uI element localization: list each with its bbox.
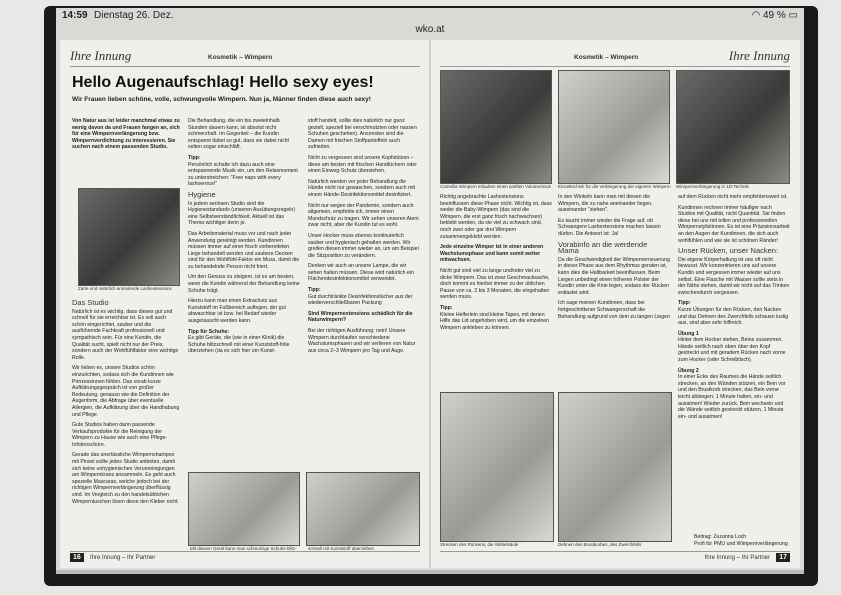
home-indicator[interactable] [56, 570, 804, 574]
brand-logo: Ihre Innung [728, 48, 790, 63]
intro-text: Von Natur aus ist leider manchmal etwas zu wenig davon da und Frauen fangen an, sich für eine Wimpernverlängerung bzw. Wimpernverdichtung zu interessieren. Sie suchen nach einem passenden Studio. [72, 118, 180, 151]
page-footer [440, 551, 790, 564]
body-text: Das Arbeitsmaterial muss vor und nach jeder Anwendung gereinigt werden. Kundinnen müssen immer auf einer frisch vorbereiteten Liege behandelt werden und saubere Decken sind für den Wohlfühl-Faktor ein Muss, damit die zu behandelnde Person nicht friert. [188, 230, 300, 270]
header-rule [440, 46, 790, 67]
body-text: Denken wir auch an unsere Lampe, die wir sehen halten müssen. Diese wird natürlich ein Flächendesinfektionsmittel verwendet. [308, 263, 414, 283]
exercise-label: Übung 1 [678, 330, 699, 337]
headline: Hello Augenaufschlag! Hello sexy eyes! [72, 74, 374, 91]
category-label: Kosmetik – Wimpern [574, 54, 639, 61]
tip-text: Es gibt Geräte, die (wie in einer Klinik) die Schuhe blitzschnell mit einer Kunststoff-folie überziehen (da es sich hier um Kunst- [188, 335, 290, 355]
page-footer [70, 551, 420, 564]
body-text: stoff handelt, sollte dies natürlich nur ganz gezielt, speziell bei verschmutzten oder nassen Schuhen geschehen). Ansonsten sind die Damen mit frischen Stoffpantoffeln auch zufrieden. [308, 118, 417, 151]
photo-shoe-covered [306, 472, 420, 546]
section-heading: Das Studio [72, 298, 109, 307]
status-date: Dienstag 26. Dez. [94, 10, 174, 21]
exercise-text: Hinter dem Hocker stehen, Beine zusammen, Hände seitlich nach oben über den Kopf gestreckt und mit geradem Rücken nach vorne zum Hocker (oder Schreibtisch). [678, 337, 786, 364]
tip-label: Tipp für Schuhe: [188, 328, 230, 335]
column-2 [558, 194, 670, 386]
body-text: Um den Genuss zu steigern, ist es am besten, wenn die Kundin während der Behandlung keine Schuhe trägt. [188, 274, 300, 294]
photo-caption: Mit diesem Gerät kann man schmutzige Schuhe blitz- [190, 546, 297, 551]
status-right [751, 10, 798, 21]
tip-label: Tipp: [440, 304, 453, 311]
body-text: auf dem Rücken nicht mehr empfehlenswert ist. [678, 194, 788, 200]
body-text: Nicht zu vergessen sind unsere Kopfstützen – diese am besten mit frischen Handtüchern oder einen Einweg-Schutz überziehen. [308, 154, 417, 175]
column-2 [188, 118, 300, 464]
column-3 [678, 194, 790, 534]
section-heading: Vorabinfo an die werdende Mama [558, 239, 648, 256]
photo-woman-eyes [440, 70, 552, 184]
brand-logo: Ihre Innung [70, 48, 132, 63]
exercise-text: In einer Ecke des Raumes die Hände seitlich strecken, an den Wänden stützen, ein Bein vor und den Brustkorb strecken, das Bein vorne leicht abbiegen; 1 Minute halten, ein- und ausatmen! Wieder zurück, Bein wechseln und die Wände seitlich gestreckt stützen, 1 Minute ein- und ausatmen! [678, 374, 786, 420]
body-text: Unser Hocker muss ebenso kontinuierlich sauber und hygienisch gehalten werden. Wir greifen diesen immer wieder an, um am Beispiel die Sitzposition zu verändern. [308, 232, 419, 259]
body-text: Ich sage meinen Kundinnen, dass bei fortgeschrittener Schwangerschaft die Behandlung aufgrund von dem zu langen Liegen [558, 300, 670, 320]
page-right [430, 40, 800, 568]
photo-caption: Dehnen des Brustkorbes, des Zwerchfells [558, 542, 642, 547]
body-text: In den Winkeln kann man mit diesen die Wimpern, die zu nahe aneinander liegen, auseinander "ziehen". [558, 194, 653, 214]
exercise-label: Übung 2 [678, 367, 699, 374]
battery-icon: ▭ [788, 10, 798, 21]
body-text: Bei der richtigen Ausführung: nein! Unsere Wimpern durchlaufen verschiedene Wachstumsphasen und wir verlieren von Natur aus circa 2–3 Wimpern pro Tag und Auge. [308, 328, 416, 354]
page-left [60, 40, 430, 568]
photo-back-stretch [440, 392, 554, 542]
tip-text: Persönlich schalte ich dazu auch eine entspannende Musik ein, um den Relaxmoment zu unterstreichen: "Free naps with every lashservice!" [188, 161, 298, 188]
photo-caption: schnell mit Kunststoff überziehen [308, 546, 374, 551]
photo-chest-stretch [558, 392, 672, 542]
author-title: Profi für PMU und Wimpernverlängerung [694, 540, 788, 547]
photo-shoe-device [188, 472, 300, 546]
body-text: Natürlich werden vor jeder Behandlung die Hände nicht nur gewaschen, sondern auch mit einem Hände-Desinfektionsmittel desinfiziert. [308, 178, 415, 198]
photo-caption: Wimpernverlängerung in 1D-Technik [676, 184, 749, 189]
question-heading: Sind Wimpernextensions schädlich für die Naturwimpern? [308, 310, 413, 324]
photo-caption: Strecken des Rückens, die Wirbelsäule [440, 542, 519, 547]
footer-text: Ihre Innung – Ihr Partner [704, 555, 770, 561]
tip-text: Gut durchtränkte Desinfektionstücher aus der wiederverschließbaren Packung [308, 293, 413, 307]
photo-caption: Zarte und natürlich anmutende Lashextensions [78, 286, 172, 291]
column-3 [308, 118, 420, 464]
body-text: Gerade das unerlässliche Wimpernshampoo mit Pinsel sollte jedes Studio anbieten, damit sich keine unhygienischen Verunreinigungen am Wimpernkranz ansammeln. Es geht auch spezielle Mascaras, welche jedoch bei der richtigen Wimpernverlängerung überflüssig sind. Im Vergleich zu den handelsüblichen Wimperntuschen lösen diese den Kleber nicht. [72, 452, 179, 505]
body-text: In jedem seriösen Studio sind die Hygienestandards (unseren Ausübungsregeln) eine Selbstverständlichkeit. Aktuell ist das Thema wichtiger denn je. [188, 200, 295, 227]
body-text: Wir lieben es, unsere Studios schön einzurichten, sodass sich die Kundinnen wie Prinzessinnen fühlen. Das vorab kurze Aufklärungsgespräch ist von großer Bedeutung, genauso wie die Definition der Augenform, die Abfrage über eventuelle Allergien, die Aufklärung über die Handhabung und Pflege. [72, 365, 180, 418]
photo-caption: Camellia Wimpern erlauben einen sanften Volumenlook [440, 184, 551, 189]
column-1-bottom [72, 296, 180, 546]
section-heading: Hygiene [188, 189, 216, 199]
body-text: Die eigene Körperhaltung ist uns oft nicht bewusst. Wir konzentrieren uns auf unsere Kundin und vergessen immer wieder auf uns selbst. Eine Flasche mit Wasser sollte stets in der Nähe stehen, damit wir nicht auf das Trinken zwischendurch vergessen. [678, 256, 790, 296]
header-rule [70, 46, 420, 67]
body-text: Da die Geschwindigkeit der Wimpernerneuerung in dieser Phase aus dem Rhythmus geraten ist, kann dies die Haltbarkeit beeinflussen. Beim Liegen unbedingt einen höheren Polster der Kundin unter die Knie legen, sodass der Rücken entlastet wird. [558, 256, 670, 296]
column-1 [440, 194, 552, 386]
category-label: Kosmetik – Wimpern [208, 54, 273, 61]
bold-text: Jede einzelne Wimper ist in einer anderen Wachstumsphase und kann somit weiter mitwachsen. [440, 244, 544, 264]
url-bar[interactable]: wko.at [415, 24, 445, 35]
tip-label: Tipp: [308, 287, 321, 294]
magazine-spread[interactable] [60, 40, 800, 568]
wifi-icon: ◠ [751, 10, 761, 21]
photo-caption: Einzeltechnik für die Verlängerung der eigenen Wimpern [558, 184, 671, 189]
tip-text: Kleine Helferlein sind kleine Tapes, mit denen Hilfe das Lid angehoben wird, um die einzelnen Wimpern ankleben zu können. [440, 311, 550, 331]
author-name: Beitrag: Zuzanna Loch [694, 534, 747, 540]
status-bar [56, 8, 804, 24]
body-text: Natürlich ist es wichtig, dass dieses gut und schnell für sie erreichbar ist. Es soll auch schön eingerichtet, sauber und die ausführende Fachkraft professionell und sympathisch sein. Für eine Kundin, die Qualität sucht, spielt nicht nur der Preis, sondern auch der Wohlfühlfaktor eine wichtige Rolle. [72, 308, 179, 361]
body-text: Gute Studios haben dann passende Verkaufsprodukte für die Reinigung der Wimpern zu Hause wie auch eine Pflege-Infobroschüre. [72, 422, 168, 448]
page-number: 17 [776, 553, 790, 562]
photo-eye-closeup [558, 70, 670, 184]
tip-label: Tipp: [678, 300, 691, 307]
body-text: Kundinnen rechnen immer häufiger nach Studios mit Qualität, nicht Quantität. Sie finden diese bei uns mit tollen und professionellen Wimpernstylistinnen. Es ist eine Präzisionsarbeit an den Augen der Kundinnen, die sich auch wohlfühlen und wie sie ist schönen Ränder! [678, 204, 790, 244]
body-text: Es taucht immer wieder die Frage auf, ob Schwangere Lashextensions machen lassen dürfen. Die Antwort ist: Ja! [558, 217, 661, 237]
photo-portrait [78, 188, 180, 286]
section-heading: Unser Rücken, unser Nacken: [678, 246, 779, 256]
page-number: 16 [70, 553, 84, 562]
body-text: Nicht gut sind viel zu lange und/oder viel zu dicke Wimpern. Das ist zwar Geschmacksache, doch kommt es hierbei immer zu der üblichen Pause von ca. 2 bis 3 Monaten, die eingehalten werden muss. [440, 267, 550, 301]
body-text: Hierzu kann man einen Extrachutz aus Kunststoff im Fußbereich auflegen, der gut abwaschbar ist bzw. bei Bedarf wieder ausgetauscht werden kann. [188, 298, 286, 325]
battery-percent: 49 % [762, 10, 786, 21]
browser-screen [56, 8, 804, 574]
body-text: Richtig angebrachte Lashextensions beeinflussen diese Phase nicht. Wichtig ist, dass weder die Baby-Wimpern (das sind die Wimpern, die erst ganz frisch nachwachsen) beklebt werden, da sie viel zu schwach sind, noch zwei oder gar drei Wimpern zusammengeklebt werden. [440, 194, 552, 240]
footer-text: Ihre Innung – Ihr Partner [90, 555, 156, 561]
body-text: Nicht nur wegen der Pandemie, sondern auch allgemein, empfehle ich, immer einen Mundschutz zu tragen. Wir sehen unseren Atem zwar nicht, aber die Kundin tut es wohl. [308, 202, 419, 229]
tip-label: Tipp: [188, 154, 201, 161]
author-credit [694, 534, 790, 550]
lead-text: Wir Frauen lieben schöne, volle, schwungvolle Wimpern. Nun ja, Männer finden diese auch sexy! [72, 96, 371, 103]
status-time: 14:59 [62, 10, 88, 21]
body-text: Die Behandlung, die ein bis zweieinhalb Stunden dauern kann, ist absolut nicht schmerzhaft. Im Gegenteil – die Kundin entspannt dabei so gut, dass sie dabei nicht selten sogar einschläft. [188, 118, 289, 151]
photo-lash-technician [676, 70, 790, 184]
tip-text: Kurze Übungen für den Rücken, den Nacken und das Dehnen des Zwerchfells schauen lustig aus, sind aber sehr hilfreich. [678, 306, 789, 327]
